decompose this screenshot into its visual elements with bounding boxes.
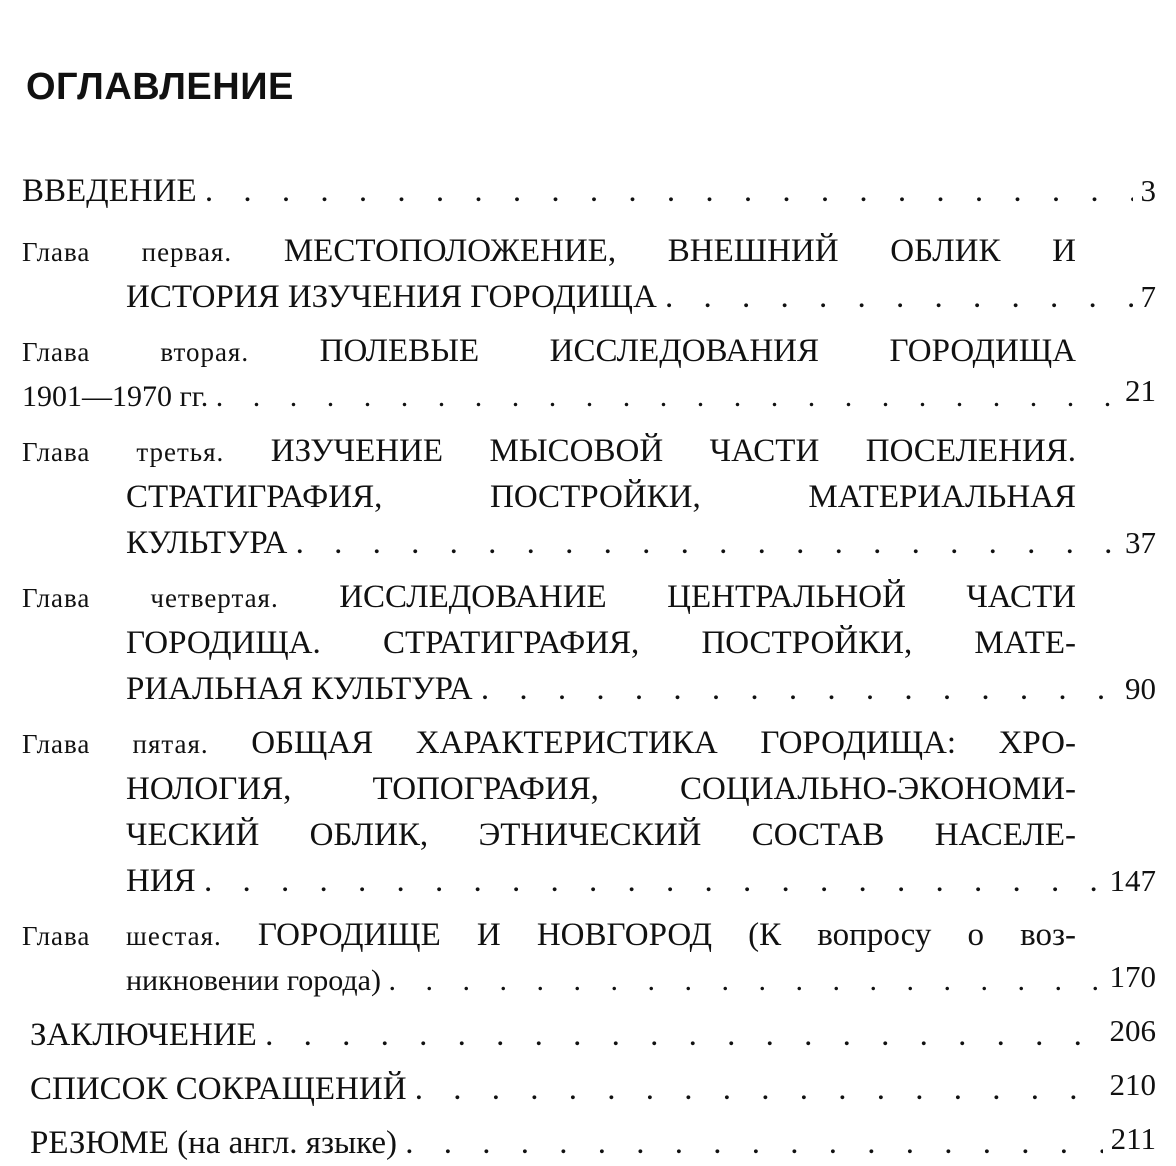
toc-entry-title-continued: СТРАТИГРАФИЯ, ПОСТРОЙКИ, МАТЕРИАЛЬНАЯ bbox=[126, 479, 1076, 515]
toc-entry-title: ПОЛЕВЫЕ ИССЛЕДОВАНИЯ ГОРОДИЩА bbox=[319, 333, 1076, 369]
toc-line bbox=[22, 168, 1156, 214]
toc-line bbox=[22, 428, 1156, 474]
toc-entry-title-continued: ЧЕСКИЙ ОБЛИК, ЭТНИЧЕСКИЙ СОСТАВ НАСЕЛЕ- bbox=[126, 817, 1076, 853]
toc-line bbox=[22, 474, 1156, 520]
toc-line bbox=[22, 1066, 1156, 1112]
toc-line bbox=[22, 274, 1156, 320]
toc-entry-chapter-3 bbox=[22, 428, 1156, 566]
page-title: ОГЛАВЛЕНИЕ bbox=[26, 66, 294, 108]
toc-entry-title: ЗАКЛЮЧЕНИЕ bbox=[30, 1017, 257, 1053]
toc-entry-title: ИССЛЕДОВАНИЕ ЦЕНТРАЛЬНОЙ ЧАСТИ bbox=[339, 579, 1076, 615]
toc-line bbox=[22, 374, 1156, 420]
toc-entry-title: РЕЗЮМЕ (на англ. языке) bbox=[30, 1125, 398, 1161]
toc-page-number: 210 bbox=[1102, 1062, 1157, 1108]
toc-entry-title-continued: НОЛОГИЯ, ТОПОГРАФИЯ, СОЦИАЛЬНО-ЭКОНОМИ- bbox=[126, 771, 1076, 807]
toc-entry-title-continued: НИЯ bbox=[126, 863, 196, 899]
toc-entry-title-continued: ИСТОРИЯ ИЗУЧЕНИЯ ГОРОДИЩА bbox=[126, 279, 657, 315]
toc-entry-title-continued: 1901—1970 гг. bbox=[22, 380, 209, 413]
toc-line bbox=[22, 328, 1156, 374]
toc-entry-title-continued: РИАЛЬНАЯ КУЛЬТУРА bbox=[126, 671, 473, 707]
toc-page-number: 211 bbox=[1103, 1116, 1156, 1162]
toc-entry-title: ОБЩАЯ ХАРАКТЕРИСТИКА ГОРОДИЩА: ХРО- bbox=[251, 725, 1076, 761]
toc-line bbox=[22, 812, 1156, 858]
toc-page-number: 170 bbox=[1102, 954, 1157, 1000]
toc-entry-introduction bbox=[22, 168, 1156, 214]
toc-page-number: 3 bbox=[1133, 168, 1157, 214]
toc-line bbox=[22, 228, 1156, 274]
toc-entry-chapter-6 bbox=[22, 912, 1156, 1004]
toc-entry-chapter-4 bbox=[22, 574, 1156, 712]
toc-entry-title: СПИСОК СОКРАЩЕНИЙ bbox=[30, 1071, 407, 1107]
toc-line bbox=[22, 1012, 1156, 1058]
toc-page-number: 206 bbox=[1102, 1008, 1157, 1054]
toc-entry-title: МЕСТОПОЛОЖЕНИЕ, ВНЕШНИЙ ОБЛИК И bbox=[283, 233, 1076, 269]
toc-page-number: 7 bbox=[1133, 274, 1157, 320]
toc-page-number: 21 bbox=[1117, 368, 1156, 414]
toc-entry-title: ВВЕДЕНИЕ bbox=[22, 173, 197, 209]
toc-chapter-label: Глава пятая. bbox=[22, 729, 209, 759]
toc-entry-title: ГОРОДИЩЕ И НОВГОРОД (К вопросу о воз- bbox=[257, 917, 1076, 953]
toc-line bbox=[22, 574, 1156, 620]
toc-line bbox=[22, 666, 1156, 712]
toc-entry-conclusion bbox=[22, 1012, 1156, 1058]
toc-line bbox=[22, 766, 1156, 812]
toc-line bbox=[22, 858, 1156, 904]
toc-line bbox=[22, 520, 1156, 566]
toc-chapter-label: Глава третья. bbox=[22, 437, 225, 467]
toc-chapter-label: Глава шестая. bbox=[22, 921, 222, 951]
toc-entry-title-continued: КУЛЬТУРА bbox=[126, 525, 288, 561]
toc-entry-chapter-2 bbox=[22, 328, 1156, 420]
toc-chapter-label: Глава вторая. bbox=[22, 337, 250, 367]
toc-chapter-label: Глава четвертая. bbox=[22, 583, 279, 613]
toc-line bbox=[22, 620, 1156, 666]
toc-line bbox=[22, 912, 1156, 958]
toc-line bbox=[22, 720, 1156, 766]
toc-chapter-label: Глава первая. bbox=[22, 237, 233, 267]
toc-page-number: 147 bbox=[1102, 858, 1157, 904]
toc-entry-title-continued: ГОРОДИЩА. СТРАТИГРАФИЯ, ПОСТРОЙКИ, МАТЕ- bbox=[126, 625, 1076, 661]
toc-entry-title: ИЗУЧЕНИЕ МЫСОВОЙ ЧАСТИ ПОСЕЛЕНИЯ. bbox=[270, 433, 1077, 469]
toc-line bbox=[22, 958, 1156, 1004]
toc-entry-title-continued: никновении города) bbox=[126, 964, 381, 997]
toc-entry-summary bbox=[22, 1120, 1156, 1166]
table-of-contents bbox=[22, 168, 1156, 1166]
toc-entry-abbreviations bbox=[22, 1066, 1156, 1112]
toc-entry-chapter-5 bbox=[22, 720, 1156, 904]
toc-line bbox=[22, 1120, 1156, 1166]
toc-page-number: 37 bbox=[1117, 520, 1156, 566]
toc-page-number: 90 bbox=[1117, 666, 1156, 712]
toc-entry-chapter-1 bbox=[22, 228, 1156, 320]
